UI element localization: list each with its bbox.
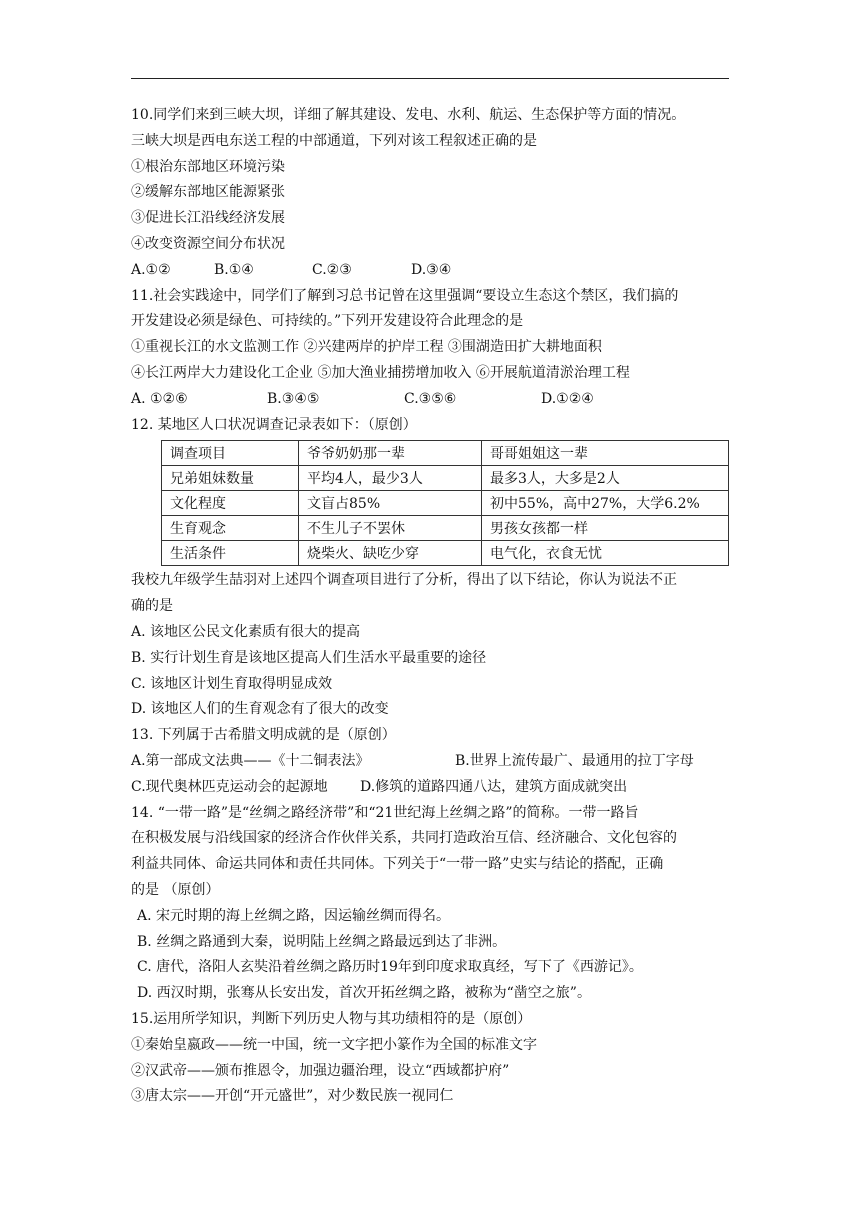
- option-d: D. 西汉时期，张骞从长安出发，首次开拓丝绸之路，被称为“凿空之旅”。: [137, 985, 591, 1002]
- option-b: B.③④⑤: [267, 390, 320, 407]
- question-14: [131, 801, 736, 1007]
- answer-options: [131, 775, 736, 801]
- statement: ③促进长江沿线经济发展: [131, 210, 285, 227]
- statement: ④长江两岸大力建设化工企业 ⑤加大渔业捕捞增加收入 ⑥开展航道清淤治理工程: [131, 364, 630, 381]
- option-a: A. 该地区公民文化素质有很大的提高: [131, 623, 361, 640]
- table-header-cell: 调查项目: [162, 441, 299, 466]
- question-stem: 13. 下列属于古希腊文明成就的是（原创）: [131, 727, 396, 744]
- table-row: [162, 541, 729, 566]
- question-text: 确的是: [131, 598, 173, 615]
- header-rule: [131, 78, 729, 79]
- question-15: [131, 1007, 736, 1110]
- question-stem: 12. 某地区人口状况调查记录表如下：（原创）: [131, 416, 417, 433]
- question-text: 我校九年级学生喆羽对上述四个调查项目进行了分析，得出了以下结论，你认为说法不正: [131, 572, 677, 589]
- question-stem: 利益共同体、命运共同体和责任共同体。下列关于“一带一路”史实与结论的搭配，正确: [131, 856, 664, 873]
- table-cell: 平均4人，最少3人: [299, 466, 482, 491]
- option-d: D.③④: [411, 261, 452, 278]
- question-stem: 三峡大坝是西电东送工程的中部通道，下列对该工程叙述正确的是: [131, 132, 537, 149]
- question-stem: 开发建设必须是绿色、可持续的。”下列开发建设符合此理念的是: [131, 313, 524, 330]
- option-d: D.修筑的道路四通八达，建筑方面成就突出: [360, 778, 628, 795]
- option-d: D. 该地区人们的生育观念有了很大的改变: [131, 701, 389, 718]
- survey-table: [161, 440, 729, 566]
- option-b: B. 实行计划生育是该地区提高人们生活水平最重要的途径: [131, 649, 487, 666]
- question-stem: 在积极发展与沿线国家的经济合作伙伴关系，共同打造政治互信、经济融合、文化包容的: [131, 830, 677, 847]
- table-cell: 文盲占85%: [299, 491, 482, 516]
- option-b: B.世界上流传最广、最通用的拉丁字母: [455, 752, 694, 769]
- table-row: [162, 516, 729, 541]
- question-stem: 10.同学们来到三峡大坝，详细了解其建设、发电、水利、航运、生态保护等方面的情况。: [131, 107, 686, 123]
- statement: ③唐太宗——开创“开元盛世”，对少数民族一视同仁: [131, 1088, 454, 1105]
- option-a: A. 宋元时期的海上丝绸之路，因运输丝绸而得名。: [137, 907, 451, 924]
- statement: ①重视长江的水文监测工作 ②兴建两岸的护岸工程 ③围湖造田扩大耕地面积: [131, 339, 602, 356]
- option-c: C. 唐代，洛阳人玄奘沿着丝绸之路历时19年到印度求取真经，写下了《西游记》。: [137, 959, 643, 976]
- option-d: D.①②④: [541, 390, 594, 407]
- statement: ②缓解东部地区能源紧张: [131, 184, 285, 201]
- table-header-cell: 哥哥姐姐这一辈: [482, 441, 729, 466]
- question-content: [131, 103, 736, 1110]
- statement: ④改变资源空间分布状况: [131, 235, 285, 252]
- table-cell: 生活条件: [162, 541, 299, 566]
- statement: ①秦始皇嬴政——统一中国，统一文字把小篆作为全国的标准文字: [131, 1036, 537, 1053]
- table-header-row: [162, 441, 729, 466]
- option-c: C.②③: [312, 261, 352, 278]
- option-c: C.③⑤⑥: [404, 390, 457, 407]
- question-11: [131, 284, 736, 413]
- question-stem: 14. “一带一路”是“丝绸之路经济带”和“21世纪海上丝绸之路”的简称。一带一路旨: [131, 804, 639, 821]
- answer-options: [131, 258, 736, 284]
- answer-options: [131, 749, 736, 775]
- table-row: [162, 491, 729, 516]
- question-stem: 15.运用所学知识，判断下列历史人物与其功绩相符的是（原创）: [131, 1010, 532, 1027]
- option-c: C.现代奥林匹克运动会的起源地: [131, 778, 328, 795]
- statement: ①根治东部地区环境污染: [131, 158, 285, 175]
- table-cell: 生育观念: [162, 516, 299, 541]
- question-13: [131, 723, 736, 800]
- table-cell: 最多3人，大多是2人: [482, 466, 729, 491]
- table-cell: 文化程度: [162, 491, 299, 516]
- option-b: B.①④: [214, 261, 254, 278]
- table-cell: 烧柴火、缺吃少穿: [299, 541, 482, 566]
- option-a: A.第一部成文法典——《十二铜表法》: [131, 752, 370, 769]
- table-cell: 不生儿子不罢休: [299, 516, 482, 541]
- option-b: B. 丝绸之路通到大秦，说明陆上丝绸之路最远到达了非洲。: [137, 933, 507, 950]
- table-cell: 电气化，衣食无忧: [482, 541, 729, 566]
- option-a: A.①②: [131, 261, 171, 278]
- table-cell: 初中55%，高中27%，大学6.2%: [482, 491, 729, 516]
- answer-options: [131, 387, 736, 413]
- question-stem: 的是 （原创）: [131, 881, 220, 898]
- question-12: [131, 413, 736, 724]
- table-row: [162, 466, 729, 491]
- question-10: [131, 103, 736, 284]
- option-a: A. ①②⑥: [131, 390, 188, 407]
- question-stem: 11.社会实践途中，同学们了解到习总书记曾在这里强调“要设立生态这个禁区，我们搞的: [131, 287, 679, 304]
- table-header-cell: 爷爷奶奶那一辈: [299, 441, 482, 466]
- statement: ②汉武帝——颁布推恩令，加强边疆治理，设立“西域都护府”: [131, 1062, 510, 1079]
- table-cell: 兄弟姐妹数量: [162, 466, 299, 491]
- option-c: C. 该地区计划生育取得明显成效: [131, 675, 333, 692]
- table-cell: 男孩女孩都一样: [482, 516, 729, 541]
